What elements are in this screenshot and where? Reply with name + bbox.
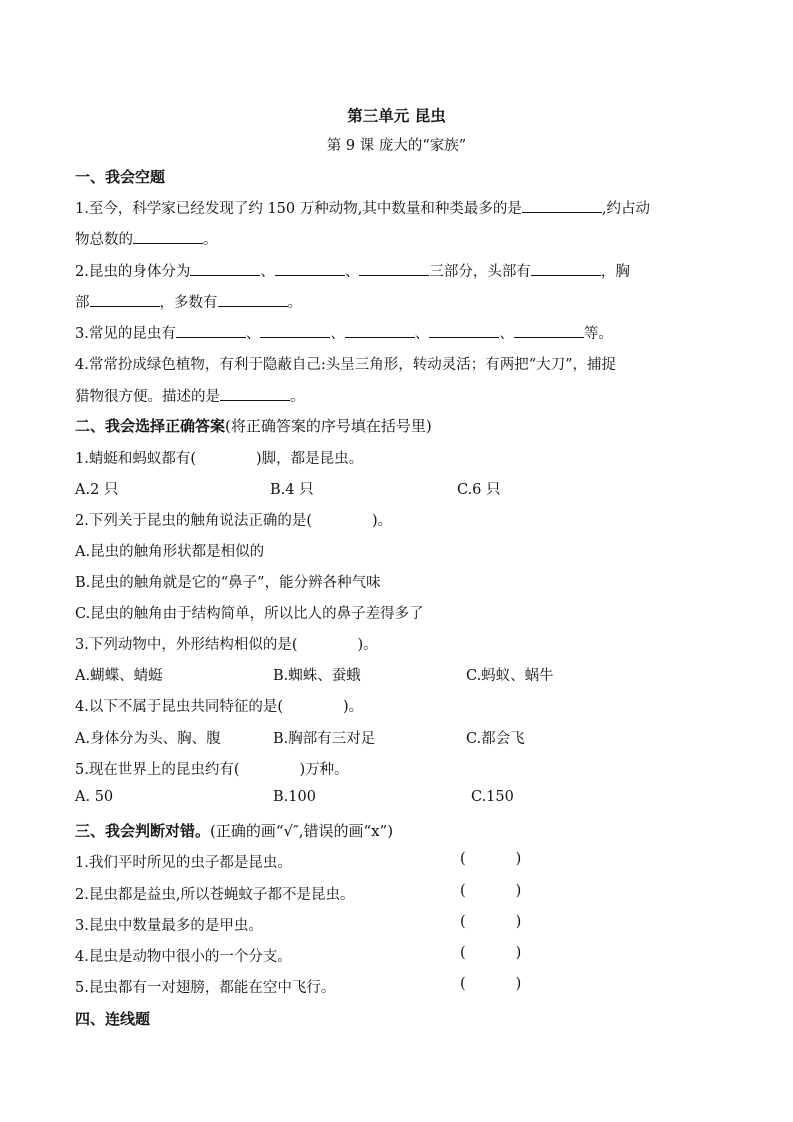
section4-heading: 四、连线题 [75, 1010, 151, 1028]
unit-title: 第三单元 昆虫 [347, 106, 446, 125]
s1-q2-line1: 2.昆虫的身体分为 、 、 三部分，头部有 ，胸 [75, 260, 630, 281]
answer-blank[interactable] [260, 322, 330, 338]
s1-q2-line2: 部 ，多数有 。 [75, 291, 302, 312]
s2-q2-stem: 2.下列关于昆虫的触角说法正确的是( )。 [75, 513, 393, 529]
s2-q3-option-a[interactable]: A.蝴蝶、蜻蜓 [75, 668, 163, 684]
s2-q3-option-b[interactable]: B.蜘蛛、蚕蛾 [273, 668, 361, 684]
section2-heading: 二、我会选择正确答案(将正确答案的序号填在括号里) [75, 417, 432, 435]
s2-q4-stem: 4.以下不属于昆虫共同特征的是( )。 [75, 699, 364, 715]
s2-q2-option-c[interactable]: C.昆虫的触角由于结构简单，所以比人的鼻子差得多了 [75, 606, 424, 622]
answer-blank[interactable] [218, 291, 288, 307]
answer-blank[interactable] [176, 322, 246, 338]
s2-q3-stem: 3.下列动物中，外形结构相似的是( )。 [75, 637, 378, 653]
s2-q4-option-b[interactable]: B.胸部有三对足 [273, 731, 376, 747]
s2-q4-option-a[interactable]: A.身体分为头、胸、腹 [75, 731, 221, 747]
s2-q1-option-a[interactable]: A.2 只 [75, 482, 119, 498]
answer-blank[interactable] [133, 228, 203, 244]
s3-answer-paren[interactable]: ( ) [460, 945, 522, 961]
s3-answer-paren[interactable]: ( ) [460, 976, 522, 992]
lesson-title: 第 9 课 庞大的“家族” [326, 138, 467, 154]
s1-q1-line1: 1.至今，科学家已经发现了约 150 万种动物,其中数量和种类最多的是 ,约占动 [75, 197, 650, 218]
answer-blank[interactable] [90, 291, 160, 307]
answer-blank[interactable] [429, 322, 499, 338]
s2-q3-option-c[interactable]: C.蚂蚁、蜗牛 [466, 668, 554, 684]
answer-blank[interactable] [359, 260, 429, 276]
s3-answer-paren[interactable]: ( ) [460, 851, 522, 867]
s1-q4-line1: 4.常常扮成绿色植物，有利于隐蔽自己:头呈三角形，转动灵活；有两把“大刀”，捕捉 [75, 357, 617, 373]
s2-q1-option-b[interactable]: B.4 只 [270, 482, 314, 498]
s3-item-text: 5.昆虫都有一对翅膀，都能在空中飞行。 [75, 980, 336, 996]
answer-blank[interactable] [190, 260, 260, 276]
answer-blank[interactable] [514, 322, 584, 338]
s2-q1-stem: 1.蜻蜓和蚂蚁都有( )脚，都是昆虫。 [75, 451, 364, 467]
s1-q1-line2: 物总数的 。 [75, 228, 218, 249]
s2-q5-option-a[interactable]: A. 50 [75, 789, 114, 805]
s2-q1-option-c[interactable]: C.6 只 [457, 482, 501, 498]
s2-q5-option-b[interactable]: B.100 [273, 789, 316, 805]
answer-blank[interactable] [522, 197, 602, 213]
s3-item-text: 1.我们平时所见的虫子都是昆虫。 [75, 855, 292, 871]
s3-answer-paren[interactable]: ( ) [460, 914, 522, 930]
s1-q3: 3.常见的昆虫有 、 、 、 、 等。 [75, 322, 613, 343]
s2-q2-option-b[interactable]: B.昆虫的触角就是它的“鼻子”，能分辨各种气味 [75, 575, 381, 591]
s2-q2-option-a[interactable]: A.昆虫的触角形状都是相似的 [75, 544, 265, 560]
answer-blank[interactable] [345, 322, 415, 338]
section1-heading: 一、我会空题 [75, 168, 166, 186]
s1-q4-line2: 猎物很方便。描述的是 。 [75, 385, 305, 406]
s3-item-text: 4.昆虫是动物中很小的一个分支。 [75, 949, 292, 965]
answer-blank[interactable] [275, 260, 345, 276]
s3-item-text: 2.昆虫都是益虫,所以苍蝇蚊子都不是昆虫。 [75, 887, 355, 903]
s2-q4-option-c[interactable]: C.都会飞 [466, 731, 525, 747]
s3-answer-paren[interactable]: ( ) [460, 883, 522, 899]
answer-blank[interactable] [220, 385, 290, 401]
section3-heading: 三、我会判断对错。(正确的画“√″,错误的画“x”) [75, 822, 394, 840]
s2-q5-option-c[interactable]: C.150 [471, 789, 514, 805]
s2-q5-stem: 5.现在世界上的昆虫约有( )万种。 [75, 762, 349, 778]
s3-item-text: 3.昆虫中数量最多的是甲虫。 [75, 918, 263, 934]
answer-blank[interactable] [531, 260, 601, 276]
